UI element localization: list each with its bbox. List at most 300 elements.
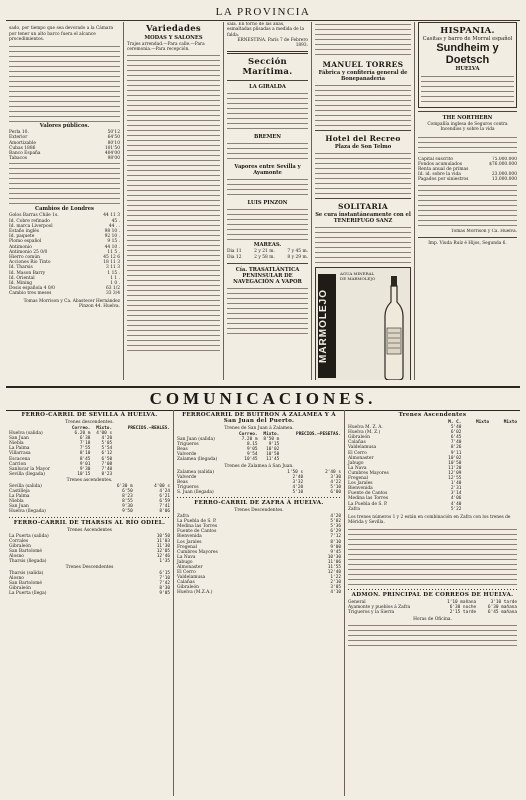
time-value: 4'40: [450, 501, 462, 507]
time-value: 10'15: [77, 471, 91, 477]
time-value: 9'00: [330, 544, 341, 550]
station-name: Trigueros y la Sierra: [348, 610, 395, 616]
time-value: 6.20 m: [74, 431, 91, 437]
time-value: 6'21: [159, 494, 170, 500]
pinzon-text: [227, 207, 308, 241]
time-value: 7'42: [159, 581, 170, 587]
station-name: Villarrasa: [9, 451, 31, 457]
time-value: 12'55: [448, 476, 462, 482]
station-name: Los Jarales: [177, 539, 202, 545]
station-name: Fuente de Cantos: [177, 529, 217, 535]
value-row-label: Exterior: [9, 135, 28, 141]
mareas-heading: MAREAS.: [253, 242, 282, 249]
time-value: 7'12: [330, 534, 341, 540]
time-value: 9'05: [159, 591, 170, 597]
station-name: La Puebla de S. P.: [177, 519, 217, 525]
station-name: El Cerro: [348, 450, 367, 456]
time-value: 2'31: [450, 486, 462, 492]
variedades-article-text: [127, 53, 220, 353]
bremen-heading: BREMEN: [253, 134, 282, 141]
time-value: 7'10: [159, 576, 170, 582]
col1-prices-list: [9, 213, 120, 296]
table-row: [9, 509, 170, 514]
buitron-title: FERROCARRIL DE BUITRON Á ZALAMEA Y Á San Juan del Puerto.: [182, 412, 336, 424]
capital-row-value: 23.000.000: [491, 172, 517, 178]
time-value: 3'10 tarde: [490, 600, 517, 606]
price-row-value: 44 11 3: [103, 213, 120, 219]
station-name: La Palma: [9, 446, 30, 452]
capital-row-value: $76.000.000: [489, 161, 517, 167]
divider: [315, 198, 411, 199]
variedades-subheading: MODAS Y SALONES: [144, 35, 203, 41]
station-name: Castilleja: [9, 489, 30, 495]
time-value: 2'40 s: [325, 469, 341, 475]
time-value: 11'30: [156, 543, 170, 549]
station-name: Calañas: [348, 440, 366, 446]
station-name: Niebla: [9, 441, 24, 447]
bottle-illustration: [382, 276, 406, 380]
giralda-text: [227, 91, 308, 133]
time-value: 9'50: [122, 509, 133, 515]
price-row-value: 18 11 3: [103, 260, 120, 266]
insurer-sub: Compañía inglesa de Seguros contra Incendios y sobre la vida: [427, 122, 508, 133]
col3-tail: sala. En torno de las anas, esmaltadas plisadas a medida de la falda.: [227, 22, 305, 38]
price-row-value: 33 3/4: [105, 291, 120, 297]
time-value: 5'10: [330, 484, 341, 490]
timetable-zafra-asc: [348, 420, 517, 512]
price-row-label: Antimonio 25 0/0: [9, 249, 48, 255]
correos-title: ADMON. PRINCIPAL DE CORREOS DE HUELVA.: [351, 592, 514, 599]
time-value: 3'05: [330, 585, 341, 591]
time-value: 9'30: [79, 466, 91, 472]
price-row-value: 63 1/2: [105, 286, 120, 292]
station-name: Gibraleón: [9, 543, 31, 549]
price-row-label: Cambio tres meses: [9, 291, 52, 297]
price-row-value: 9 15 .: [107, 239, 120, 245]
table-header-cell: PRECIOS.—PESETAS.: [296, 432, 341, 437]
timetable-buitron-1: [177, 432, 341, 463]
price-row-value: 45 12 6: [103, 255, 120, 261]
station-name: Sevilla (salida): [9, 483, 42, 489]
time-value: 5'22: [450, 506, 462, 512]
time-value: 8'30: [159, 586, 170, 592]
time-value: 5'10: [292, 489, 304, 495]
time-value: 4'20: [101, 436, 113, 442]
capital-row-label: Id. id. sobre la vida: [418, 172, 461, 178]
table-row: [9, 472, 170, 477]
time-value: 6'00: [330, 489, 341, 495]
correos-text: [348, 623, 517, 649]
vapores-heading: Vapores entre Sevilla y Ayamonte: [234, 164, 301, 177]
timetable-tharsis-desc: [9, 571, 170, 596]
price-row-label: Golos Barras Chile 1s.: [9, 213, 59, 219]
station-name: Corrales: [9, 538, 29, 544]
divider: [227, 80, 308, 81]
torres-heading: MANUEL TORRES: [322, 60, 404, 69]
time-value: 4'20: [330, 514, 341, 520]
marea-row-value: 2 y 21 m.: [254, 249, 275, 255]
time-value: 4'00 s: [154, 483, 170, 489]
price-row-value: 98 10 .: [104, 229, 120, 235]
insurer-text: [418, 135, 517, 157]
zafra-title: FERRO-CARRIL DE ZAFRA Á HUELVA.: [194, 500, 324, 507]
table-row: [9, 591, 170, 596]
station-name: Medina las Torres: [348, 496, 389, 502]
table-row: [177, 490, 341, 495]
value-row-value: 64'50: [107, 135, 120, 141]
time-value: 1'10 mañana: [447, 600, 477, 606]
time-value: 5'36: [330, 524, 341, 530]
solitaria-text: [315, 225, 411, 263]
time-value: 6'30 m: [116, 483, 133, 489]
column-5: [415, 22, 520, 380]
time-value: 12'46: [156, 553, 170, 559]
time-value: 8'55: [122, 499, 133, 505]
station-name: La Puebla de S. P.: [348, 501, 388, 507]
station-name: La Puerta (llega): [9, 591, 47, 597]
station-name: San Bartolomé: [9, 581, 43, 587]
col1-text-block-2: [9, 161, 120, 205]
zafra-sub: Trenes Descendentes.: [234, 508, 284, 514]
timetable-notes-text: [348, 527, 517, 587]
timetable-buitron-2: [177, 470, 341, 495]
price-row: [9, 291, 120, 296]
col1-prices-heading: Cambios de Londres: [35, 206, 94, 213]
time-value: 7'41: [159, 504, 170, 510]
station-name: Gibraleón: [348, 435, 370, 441]
solitaria-sub: Se cura instantáneamente con el TENERIFUGO SANZ: [315, 212, 411, 224]
time-value: 10'50: [448, 460, 462, 466]
station-name: Beas: [177, 447, 188, 453]
sundheim-city: HUELVA: [455, 66, 480, 72]
price-row-value: 11 5 .: [107, 249, 120, 255]
vapores-text: [227, 177, 308, 199]
station-name: Zafra: [177, 514, 190, 520]
time-value: 6'50: [101, 456, 113, 462]
station-name: Zafra: [348, 506, 361, 512]
correos-foot: Horas de Oficina.: [413, 616, 452, 622]
time-value: 11'06: [327, 559, 341, 565]
col4-text-top: [315, 22, 411, 58]
time-value: 11'03: [156, 538, 170, 544]
station-name: San Bartolomé: [9, 548, 43, 554]
time-value: 5'02: [330, 519, 341, 525]
insurer-heading: THE NORTHERN: [442, 115, 493, 121]
value-row-value: 50'12: [107, 130, 120, 136]
capital-row-label: Pagados por siniestros: [418, 177, 469, 183]
time-value: 9'11: [450, 450, 462, 456]
tharsis-sub2: Trenes Descendentes: [65, 565, 114, 571]
time-value: 6'50: [122, 489, 133, 495]
table-header-cell: Mixto.: [96, 426, 113, 431]
time-value: 10'02: [266, 447, 280, 453]
timetable-column-2: [174, 410, 345, 796]
hispania-advertisement: [418, 22, 517, 108]
station-name: Huelva (M.Z.A.): [177, 590, 213, 596]
marea-row: [227, 255, 308, 260]
station-name: Los Jarales: [348, 481, 373, 487]
price-row-label: Id. Mason Barry: [9, 270, 46, 276]
station-name: Tharsis (llegada): [9, 558, 47, 564]
timetables-section: [6, 410, 520, 796]
time-value: 9'15: [268, 442, 280, 448]
time-value: 3'14: [450, 491, 462, 497]
time-value: 5'05: [101, 441, 113, 447]
masthead: LA PROVINCIA: [6, 4, 520, 21]
time-value: 9'05: [246, 447, 258, 453]
station-name: Gibraleón: [9, 586, 31, 592]
time-value: 6'29: [330, 529, 341, 535]
station-name: Valdelamusa: [348, 445, 377, 451]
station-name: Niebla: [9, 499, 24, 505]
time-value: 7'40: [450, 440, 462, 446]
time-value: 8'23: [101, 471, 113, 477]
table-row: [177, 457, 341, 462]
value-row-label: Cubas 1886: [9, 145, 36, 151]
divider: [177, 497, 341, 498]
ascendentes-title: Trenes Ascendentes: [398, 412, 467, 418]
comunicaciones-banner: COMUNICACIONES.: [6, 386, 520, 411]
seccion-maritima-heading: Sección Marítima.: [242, 57, 293, 78]
station-name: Beas: [177, 479, 188, 485]
divider: [227, 51, 308, 54]
station-name: Fuente de Cantos: [348, 491, 388, 497]
station-name: Cumbres Mayores: [348, 470, 389, 476]
time-value: 6'59: [159, 499, 170, 505]
station-name: Escacena: [9, 456, 31, 462]
price-row-value: 1 15 .: [107, 270, 120, 276]
marea-row-value: 8 y 29 m.: [287, 254, 308, 260]
time-value: 8'10: [79, 451, 91, 457]
station-name: Valverde: [177, 452, 197, 458]
time-value: 6'12: [101, 451, 113, 457]
station-name: Trigueros: [177, 484, 199, 490]
table-header-cell: Correo.: [71, 426, 91, 431]
correos-table: [348, 600, 517, 615]
buitron-sub2: Trenes de Zalamea á San Juan.: [224, 463, 294, 469]
capital-row-value: 75.000.000: [491, 156, 517, 162]
time-value: 6'30 noche: [449, 605, 477, 611]
column-1: [6, 22, 124, 380]
price-row-value: 44 10 .: [104, 244, 120, 250]
marea-row-value: 2 y 58 m.: [254, 254, 275, 260]
value-row-label: Tabacos: [9, 156, 27, 162]
marmolejo-label: MARMOLEJO: [318, 274, 336, 378]
station-name: Almonaster: [177, 564, 203, 570]
price-row-value: 45 .: [111, 218, 120, 224]
table-header-cell: Mixto.: [263, 432, 280, 437]
time-value: 12'05: [156, 548, 170, 554]
value-row-value: 80'10: [107, 140, 120, 146]
buitron-sub: Trenes de San Juan á Zalamea.: [224, 426, 294, 431]
station-name: La Palma: [9, 494, 30, 500]
price-row-label: Antimonio: [9, 244, 32, 250]
col3-signature: ERNESTINA. París 7 de Febrero 1893.: [237, 37, 308, 49]
hispania-text: [421, 74, 514, 104]
time-value: 7'40: [101, 466, 113, 472]
time-value: 6'15: [159, 571, 170, 577]
time-value: 8'50 m: [263, 437, 280, 443]
station-name: Tharsis (salida): [9, 571, 44, 577]
time-value: 10'45: [244, 457, 258, 463]
time-value: 10'30: [327, 554, 341, 560]
station-name: Alosno: [9, 553, 24, 559]
printer-line: Imp. Viuda Ruíz é Hijos, Segunda 6.: [428, 240, 507, 246]
solitaria-heading: SOLITARIA: [338, 202, 388, 211]
price-row-label: Id. marca Liverpool: [9, 223, 53, 229]
price-row-value: 44 . .: [108, 223, 120, 229]
table-header-cell: Mixto: [475, 420, 490, 425]
station-name: Jabugo: [348, 460, 364, 466]
time-value: 6'45: [450, 435, 462, 441]
sundheim-brand: Sundheim y Doetsch: [436, 42, 499, 66]
station-name: San Juan (salida): [177, 437, 215, 443]
marmolejo-text: AGUA MINERAL DE MARMOLEJO: [340, 271, 376, 281]
station-name: El Cerro: [177, 570, 196, 576]
divider: [9, 517, 170, 518]
time-value: 5'40: [450, 425, 462, 431]
table-row: [9, 559, 170, 564]
recreo-text: [315, 151, 411, 195]
marea-row-label: Dia 11: [227, 249, 242, 255]
timetable-note: Los trenes números 1 y 2 están en combinación en Zafra con los trenes de Mérida y Sevilla.: [348, 514, 511, 525]
price-row-label: Id. Cobre refinado: [9, 218, 50, 224]
price-row-label: Acciones Rio Tinto: [9, 260, 51, 266]
time-value: 1'35: [159, 558, 170, 564]
price-row-label: Id. Tharsis: [9, 265, 33, 271]
price-row-label: Hierro común: [9, 255, 40, 261]
station-name: Huelva (salida): [9, 431, 43, 437]
time-value: 1'50 s: [287, 469, 304, 475]
time-value: 7'55: [79, 446, 91, 452]
time-value: 8.15: [246, 442, 258, 448]
top-section: [6, 22, 520, 380]
newspaper-page: [6, 4, 520, 796]
insurer-agent: Tomas Morrison y Ca. Huelva.: [451, 228, 517, 234]
timetable-column-3: [345, 410, 520, 796]
time-value: 4'22: [330, 479, 341, 485]
divider: [418, 111, 517, 112]
station-name: Huelva (llegada): [9, 509, 46, 515]
price-row-value: 3 11 3: [106, 265, 120, 271]
col1-values-list: [9, 130, 120, 161]
station-name: Alosno: [9, 576, 24, 582]
price-row-value: 92 10 .: [104, 234, 120, 240]
price-row-label: Plomo español: [9, 239, 42, 245]
value-row-label: Perla 10.: [9, 130, 29, 136]
time-value: 6'45 mañana: [487, 610, 517, 616]
marea-row-value: 7 y 45 m.: [287, 249, 308, 255]
time-value: 8'26: [450, 445, 462, 451]
hispania-sub: Casitas y barro de Morral español: [422, 36, 513, 42]
time-value: 9'01: [79, 461, 91, 467]
time-value: 7'08: [101, 461, 113, 467]
timetable-column-1: [6, 410, 174, 796]
time-value: 3'30: [330, 474, 341, 480]
price-row-label: Estaño inglés: [9, 229, 40, 235]
station-name: General: [348, 600, 366, 606]
price-row-label: Id. Oriental: [9, 275, 35, 281]
time-value: 10'50: [156, 533, 170, 539]
price-row-label: Dosis española 4 0/0: [9, 286, 55, 292]
divider: [418, 237, 517, 238]
station-name: Zalamea (salida): [177, 469, 214, 475]
divider: [348, 589, 517, 590]
time-value: 11'20: [448, 465, 462, 471]
time-value: 1'40: [450, 481, 462, 487]
torres-text: [315, 83, 411, 127]
mareas-table: [227, 249, 308, 259]
time-value: 7'18: [79, 441, 91, 447]
time-value: 2'40: [292, 474, 304, 480]
station-name: Sevilla (llegada): [9, 471, 46, 477]
time-value: 4'06: [450, 496, 462, 502]
time-value: 4'00 s: [96, 431, 113, 437]
giralda-heading: LA GIRALDA: [249, 84, 286, 91]
col1-opening: sado, por tiempo que sea devorado a la Cámara por tener un alto barco fuera el alcance procedimientos.: [9, 26, 114, 42]
time-value: 9'30: [122, 504, 133, 510]
time-value: 1'22: [330, 575, 341, 581]
table-row: [348, 610, 517, 615]
station-name: La Nava: [348, 465, 367, 471]
price-row-label: Id. Mining: [9, 281, 33, 287]
station-name: Trigueros: [177, 442, 199, 448]
station-name: San Juan: [9, 436, 29, 442]
station-name: La Puerta (salida): [9, 533, 49, 539]
variedades-heading: Variedades: [145, 24, 202, 34]
station-name: Carrion: [9, 461, 27, 467]
divider: [315, 130, 411, 131]
divider: [227, 263, 308, 264]
capital-row-label: Fondos acumulados: [418, 161, 463, 167]
time-value: 12'40: [327, 570, 341, 576]
col1-footer: Tomas Morrison y Ca. Abastecer Hernández Pinzon 44. Huelva.: [23, 298, 120, 309]
time-value: 9'54: [246, 452, 258, 458]
station-name: La Nava: [177, 554, 196, 560]
column-3: [224, 22, 312, 380]
price-row-label: Id. paquete: [9, 234, 35, 240]
capital-row-label: Renta anual de primas: [418, 167, 469, 172]
time-value: 8'10: [330, 539, 341, 545]
time-value: 8'23: [122, 494, 133, 500]
time-value: 9'45: [330, 549, 341, 555]
station-name: Fregenal: [348, 476, 369, 482]
marea-row-label: Dia 12: [227, 254, 242, 260]
price-row-value: 1 0 .: [110, 281, 120, 287]
time-value: 7.20 m: [241, 437, 258, 443]
station-name: Sanlucar la Mayor: [9, 466, 51, 472]
station-name: San Juan: [9, 504, 29, 510]
sevilla-huelva-title: FERRO-CARRIL DE SEVILLA Á HUELVA.: [21, 412, 158, 418]
naviera-text: [227, 286, 308, 338]
value-row-value: 404'00: [104, 151, 120, 156]
time-value: 10'02: [448, 455, 462, 461]
table-header-cell: M. C.: [448, 420, 462, 425]
bremen-text: [227, 141, 308, 163]
column-4: [312, 22, 415, 380]
station-name: Almonaster: [348, 455, 374, 461]
station-name: Calañas: [177, 580, 195, 586]
time-value: 5'54: [101, 446, 113, 452]
hispania-heading: HISPANIA.: [440, 26, 495, 36]
station-name: Huelva (M. Z.): [348, 430, 381, 436]
sevilla-huelva-sub2: Trenes ascendentes.: [66, 477, 113, 483]
time-value: 2'15 tarde: [449, 610, 477, 616]
timetable-tharsis-asc: [9, 534, 170, 565]
column-2: [124, 22, 224, 380]
time-value: 12'09: [448, 470, 462, 476]
time-value: 11'45: [266, 457, 280, 463]
